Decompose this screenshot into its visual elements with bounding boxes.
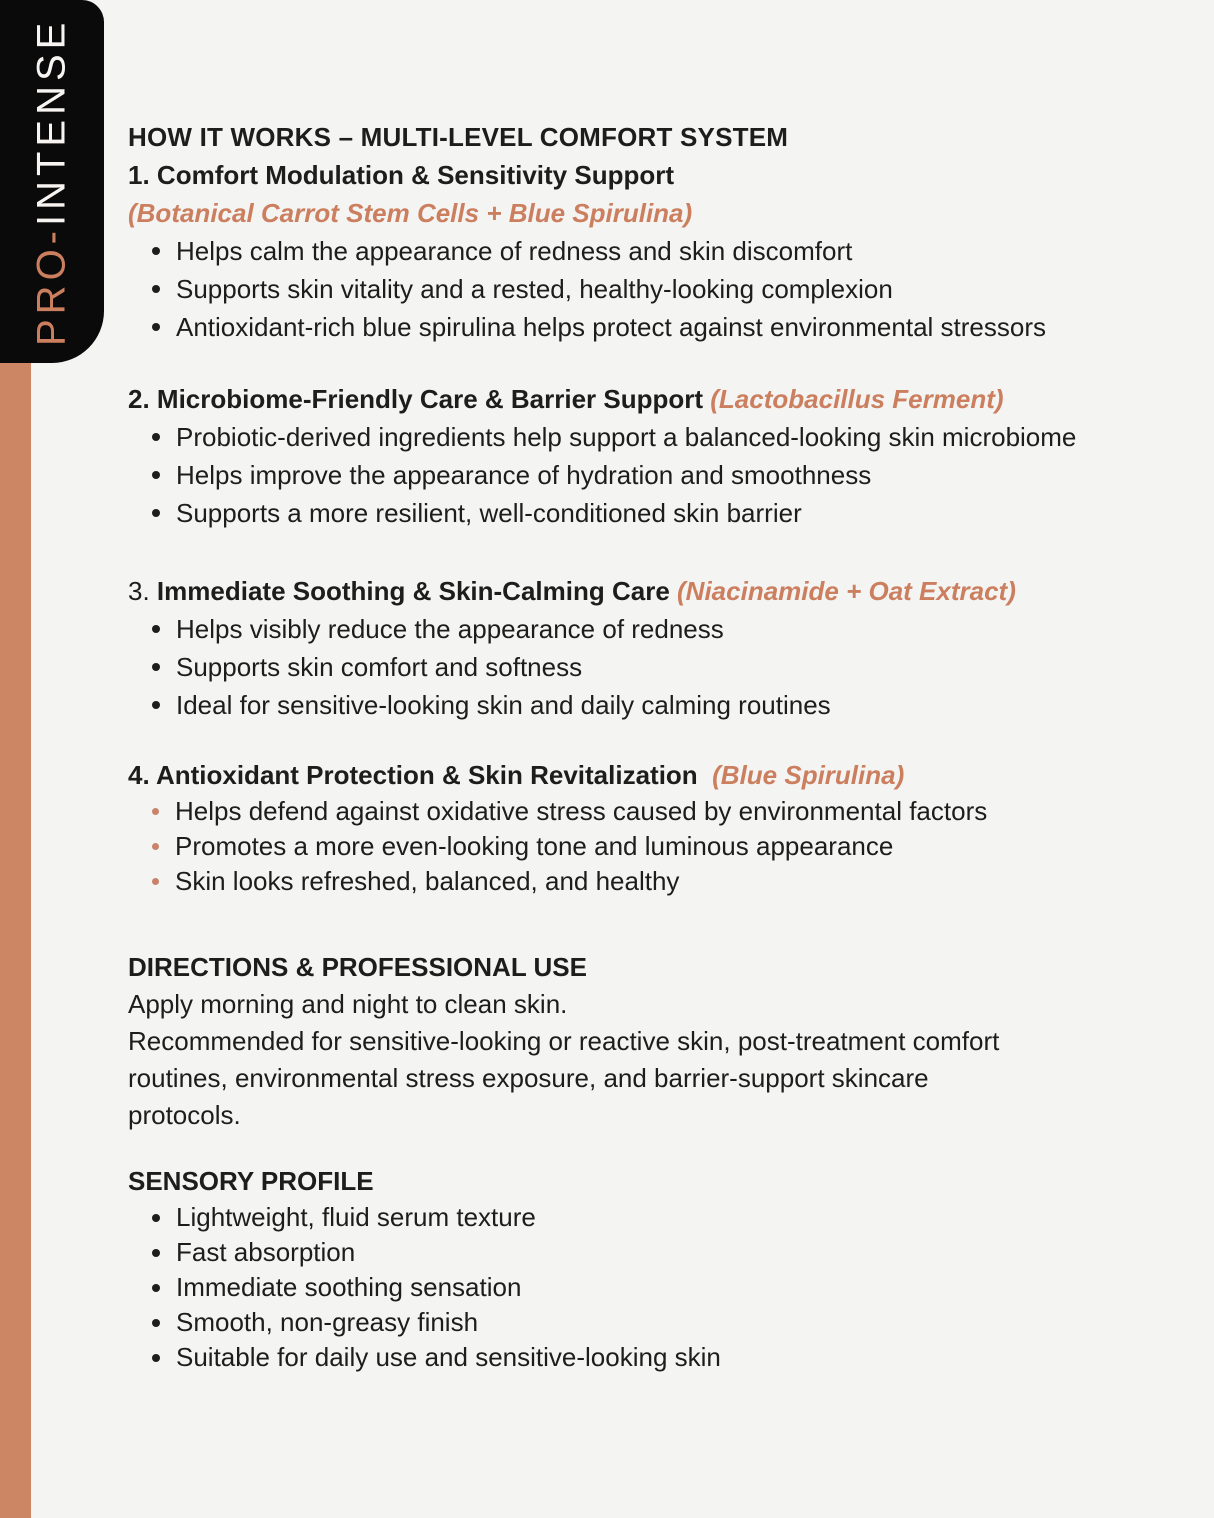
step-3-number: 3. (128, 576, 150, 606)
step-1-number: 1. (128, 160, 150, 190)
bullet-icon (152, 285, 160, 293)
directions-heading: DIRECTIONS & PROFESSIONAL USE (128, 952, 587, 982)
list-item (128, 494, 1174, 532)
bullet-icon (152, 433, 160, 441)
step-section-1 (128, 156, 1174, 346)
bullet-text: Immediate soothing sensation (176, 1272, 522, 1302)
bullet-text: Suitable for daily use and sensitive-looking skin (176, 1342, 721, 1372)
bullet-text: Fast absorption (176, 1237, 356, 1267)
bullet-icon (152, 509, 160, 517)
bullet-text: Supports skin comfort and softness (176, 652, 583, 682)
bullet-icon (152, 808, 159, 815)
list-item (128, 1305, 1174, 1340)
step-2-title-text: Microbiome-Friendly Care & Barrier Support (156, 384, 704, 414)
step-3-title-text: Immediate Soothing & Skin-Calming Care (156, 576, 670, 606)
step-section-3 (128, 572, 1174, 724)
step-section-4 (128, 756, 1174, 899)
step-1-title (128, 156, 1174, 194)
bullet-icon (152, 323, 160, 331)
step-3-ingredients: (Niacinamide + Oat Extract) (677, 576, 1016, 606)
bullet-icon (152, 247, 160, 255)
step-1-title-text: Comfort Modulation & Sensitivity Support (156, 160, 675, 190)
bullet-text: Helps visibly reduce the appearance of redness (176, 614, 724, 644)
list-item (128, 648, 1174, 686)
bullet-icon (152, 1354, 160, 1362)
list-item (128, 1235, 1174, 1270)
list-item (128, 610, 1174, 648)
list-item (128, 232, 1174, 270)
brand-logo-text (0, 0, 104, 363)
brand-text-accent: PRO- (29, 225, 74, 346)
bullet-icon (152, 1319, 160, 1327)
step-3-bullets (128, 610, 1174, 724)
bullet-text: Supports a more resilient, well-conditioned skin barrier (176, 498, 802, 528)
step-2-title (128, 380, 1174, 418)
bullet-icon (152, 701, 160, 709)
bullet-text: Helps calm the appearance of redness and skin discomfort (176, 236, 853, 266)
document-body (128, 118, 1174, 1375)
directions-section (128, 948, 1174, 1134)
bullet-text: Probiotic-derived ingredients help support a balanced-looking skin microbiome (176, 422, 1077, 452)
step-2-bullets (128, 418, 1174, 532)
step-4-bullets (128, 794, 1174, 899)
list-item (128, 864, 1174, 899)
sensory-profile-section (128, 1162, 1174, 1375)
step-4-number: 4. (128, 760, 150, 790)
bullet-text: Helps defend against oxidative stress caused by environmental factors (175, 796, 988, 826)
bullet-icon (152, 663, 160, 671)
bullet-icon (152, 1249, 160, 1257)
bullet-text: Promotes a more even-looking tone and luminous appearance (175, 831, 894, 861)
bullet-icon (152, 878, 159, 885)
bullet-text: Lightweight, fluid serum texture (176, 1202, 536, 1232)
bullet-icon (152, 1284, 160, 1292)
directions-line-1: Apply morning and night to clean skin. (128, 989, 568, 1019)
bullet-icon (152, 471, 160, 479)
step-4-title-text: Antioxidant Protection & Skin Revitalization (155, 760, 698, 790)
list-item (128, 1200, 1174, 1235)
bullet-icon (152, 625, 160, 633)
sensory-heading: SENSORY PROFILE (128, 1166, 374, 1196)
step-4-title (128, 756, 1174, 794)
page-title: HOW IT WORKS – MULTI-LEVEL COMFORT SYSTEM (128, 122, 789, 152)
brand-text-rest: INTENSE (29, 17, 74, 226)
list-item (128, 456, 1174, 494)
brand-panel (0, 0, 104, 363)
step-1-bullets (128, 232, 1174, 346)
bullet-icon (152, 843, 159, 850)
directions-line-2: Recommended for sensitive-looking or reactive skin, post-treatment comfort routines, environmental stress exposure, and barrier-support skincare protocols. (128, 1026, 1000, 1130)
step-section-2 (128, 380, 1174, 532)
list-item (128, 829, 1174, 864)
list-item (128, 794, 1174, 829)
list-item (128, 686, 1174, 724)
list-item (128, 308, 1174, 346)
bullet-text: Smooth, non-greasy finish (176, 1307, 479, 1337)
step-1-ingredients: (Botanical Carrot Stem Cells + Blue Spirulina) (128, 198, 693, 228)
bullet-text: Supports skin vitality and a rested, healthy-looking complexion (176, 274, 893, 304)
bullet-icon (152, 1214, 160, 1222)
step-3-title (128, 572, 1174, 610)
step-4-ingredients: (Blue Spirulina) (712, 760, 905, 790)
list-item (128, 270, 1174, 308)
bullet-text: Ideal for sensitive-looking skin and daily calming routines (176, 690, 831, 720)
accent-stripe (0, 363, 31, 1518)
bullet-text: Skin looks refreshed, balanced, and healthy (175, 866, 680, 896)
list-item (128, 1270, 1174, 1305)
bullet-text: Antioxidant-rich blue spirulina helps protect against environmental stressors (176, 312, 1046, 342)
list-item (128, 418, 1174, 456)
list-item (128, 1340, 1174, 1375)
step-2-number: 2. (128, 384, 150, 414)
step-2-ingredients: (Lactobacillus Ferment) (710, 384, 1004, 414)
sensory-bullets (128, 1200, 1174, 1375)
bullet-text: Helps improve the appearance of hydration and smoothness (176, 460, 872, 490)
